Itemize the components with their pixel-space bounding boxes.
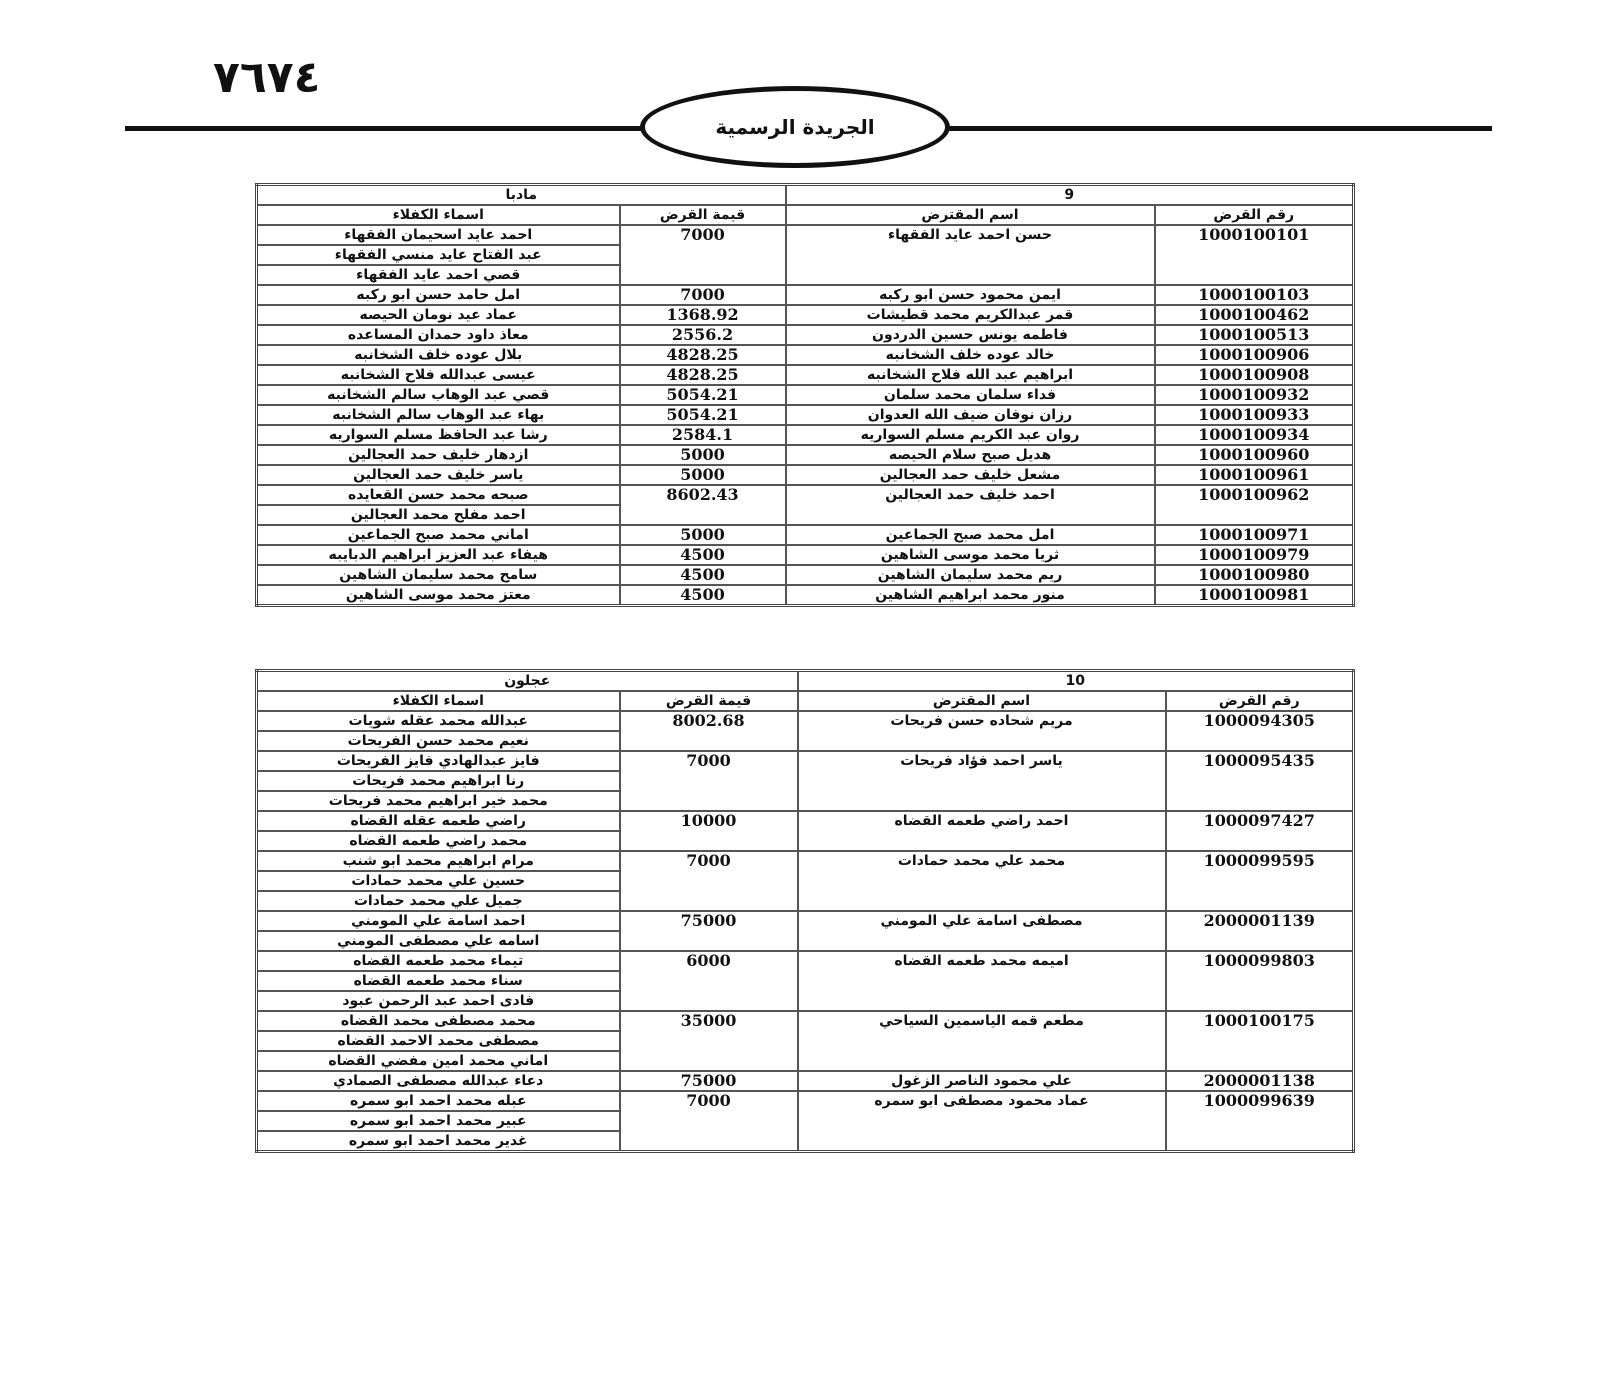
loan-number: 1000100933 xyxy=(1155,405,1354,425)
guarantor-name: فايز عبدالهادي فايز الفريحات xyxy=(257,751,620,771)
loan-amount: 8002.68 xyxy=(620,711,798,751)
borrower-name: ياسر احمد فؤاد فريحات xyxy=(798,751,1166,811)
guarantor-name: هيفاء عبد العزيز ابراهيم الدبايبه xyxy=(257,545,620,565)
borrower-name: محمد علي محمد حمادات xyxy=(798,851,1166,911)
loan-number: 1000100981 xyxy=(1155,585,1354,606)
guarantor-name: رشا عبد الحافظ مسلم السواريه xyxy=(257,425,620,445)
loan-amount: 75000 xyxy=(620,1071,798,1091)
borrower-name: ثريا محمد موسى الشاهين xyxy=(786,545,1155,565)
guarantor-name: معتز محمد موسى الشاهين xyxy=(257,585,620,606)
guarantor-name: عبدالله محمد عقله شويات xyxy=(257,711,620,731)
guarantor-name: اماني محمد امين مفضي القضاه xyxy=(257,1051,620,1071)
guarantor-name: عيسى عبدالله فلاح الشخانبه xyxy=(257,365,620,385)
guarantor-name: ياسر خليف حمد العجالين xyxy=(257,465,620,485)
section-header-row xyxy=(257,185,1354,206)
table-row xyxy=(257,465,1354,485)
table-row xyxy=(257,545,1354,565)
guarantor-name: احمد اسامة علي المومني xyxy=(257,911,620,931)
borrower-name: فاطمه يونس حسين الدردون xyxy=(786,325,1155,345)
column-header-row xyxy=(257,205,1354,225)
loan-number: 1000100980 xyxy=(1155,565,1354,585)
table-row xyxy=(257,525,1354,545)
guarantor-name: مرام ابراهيم محمد ابو شنب xyxy=(257,851,620,871)
loans-table-section-10 xyxy=(255,669,1355,1153)
table-row xyxy=(257,485,1354,505)
loan-amount: 7000 xyxy=(620,225,786,285)
loan-amount: 4828.25 xyxy=(620,345,786,365)
borrower-name: روان عبد الكريم مسلم السواريه xyxy=(786,425,1155,445)
table-row xyxy=(257,225,1354,245)
table-row xyxy=(257,851,1354,871)
loan-amount: 4500 xyxy=(620,545,786,565)
table-row xyxy=(257,365,1354,385)
table-row xyxy=(257,1091,1354,1111)
loan-number: 1000100979 xyxy=(1155,545,1354,565)
column-header-amount: قيمة القرض xyxy=(620,205,786,225)
section-region: عجلون xyxy=(257,671,798,692)
column-header-borrower: اسم المقترض xyxy=(798,691,1166,711)
guarantor-name: نعيم محمد حسن الفريحات xyxy=(257,731,620,751)
guarantor-name: عبد الفتاح عايد منسي الفقهاء xyxy=(257,245,620,265)
column-header-row xyxy=(257,691,1354,711)
borrower-name: امل محمد صبح الجماعين xyxy=(786,525,1155,545)
guarantor-name: رنا ابراهيم محمد فريحات xyxy=(257,771,620,791)
guarantor-name: حسين علي محمد حمادات xyxy=(257,871,620,891)
table-row xyxy=(257,385,1354,405)
loan-number: 1000094305 xyxy=(1166,711,1354,751)
loan-amount: 7000 xyxy=(620,1091,798,1152)
borrower-name: علي محمود الناصر الزغول xyxy=(798,1071,1166,1091)
guarantor-name: مصطفى محمد الاحمد القضاه xyxy=(257,1031,620,1051)
guarantor-name: عبله محمد احمد ابو سمره xyxy=(257,1091,620,1111)
borrower-name: اميمه محمد طعمه القضاه xyxy=(798,951,1166,1011)
loan-number: 2000001139 xyxy=(1166,911,1354,951)
guarantor-name: معاذ داود حمدان المساعده xyxy=(257,325,620,345)
borrower-name: خالد عوده خلف الشخانبه xyxy=(786,345,1155,365)
loan-number: 1000100906 xyxy=(1155,345,1354,365)
loan-number: 1000097427 xyxy=(1166,811,1354,851)
section-region: مادبا xyxy=(257,185,786,206)
guarantor-name: جميل علي محمد حمادات xyxy=(257,891,620,911)
guarantor-name: عماد عيد نومان الحيصه xyxy=(257,305,620,325)
loan-number: 2000001138 xyxy=(1166,1071,1354,1091)
loan-amount: 5054.21 xyxy=(620,385,786,405)
column-header-guarantors: اسماء الكفلاء xyxy=(257,691,620,711)
loan-number: 1000100971 xyxy=(1155,525,1354,545)
loan-amount: 5000 xyxy=(620,465,786,485)
borrower-name: قمر عبدالكريم محمد قطيشات xyxy=(786,305,1155,325)
table-row xyxy=(257,585,1354,606)
page-number: ٧٦٧٤ xyxy=(213,52,321,103)
loan-amount: 5000 xyxy=(620,445,786,465)
borrower-name: ابراهيم عبد الله فلاح الشخانبه xyxy=(786,365,1155,385)
table-row xyxy=(257,345,1354,365)
guarantor-name: بلال عوده خلف الشخانبه xyxy=(257,345,620,365)
loan-number: 1000100908 xyxy=(1155,365,1354,385)
loan-number: 1000100103 xyxy=(1155,285,1354,305)
guarantor-name: احمد عايد اسحيمان الفقهاء xyxy=(257,225,620,245)
borrower-name: عماد محمود مصطفى ابو سمره xyxy=(798,1091,1166,1152)
loan-amount: 4500 xyxy=(620,565,786,585)
loan-number: 1000100934 xyxy=(1155,425,1354,445)
loan-amount: 7000 xyxy=(620,751,798,811)
borrower-name: رزان نوفان ضيف الله العدوان xyxy=(786,405,1155,425)
table-row xyxy=(257,811,1354,831)
guarantor-name: محمد راضي طعمه القضاه xyxy=(257,831,620,851)
loan-amount: 10000 xyxy=(620,811,798,851)
table-row xyxy=(257,951,1354,971)
borrower-name: ريم محمد سليمان الشاهين xyxy=(786,565,1155,585)
table-row xyxy=(257,305,1354,325)
section-header-row xyxy=(257,671,1354,692)
loan-amount: 8602.43 xyxy=(620,485,786,525)
loan-number: 1000099595 xyxy=(1166,851,1354,911)
loan-number: 1000100462 xyxy=(1155,305,1354,325)
column-header-loan-number: رقم القرض xyxy=(1155,205,1354,225)
loan-number: 1000100101 xyxy=(1155,225,1354,285)
table-row xyxy=(257,751,1354,771)
column-header-loan-number: رقم القرض xyxy=(1166,691,1354,711)
loan-amount: 4500 xyxy=(620,585,786,606)
loan-amount: 6000 xyxy=(620,951,798,1011)
borrower-name: فداء سلمان محمد سلمان xyxy=(786,385,1155,405)
table-row xyxy=(257,425,1354,445)
borrower-name: مصطفى اسامة علي المومني xyxy=(798,911,1166,951)
borrower-name: مريم شحاده حسن فريحات xyxy=(798,711,1166,751)
borrower-name: مطعم قمه الياسمين السياحي xyxy=(798,1011,1166,1071)
guarantor-name: صبحه محمد حسن القعايده xyxy=(257,485,620,505)
loan-amount: 2584.1 xyxy=(620,425,786,445)
header-title: الجريدة الرسمية xyxy=(715,115,875,139)
loan-number: 1000100175 xyxy=(1166,1011,1354,1071)
loan-amount: 7000 xyxy=(620,851,798,911)
loan-amount: 2556.2 xyxy=(620,325,786,345)
loan-amount: 5054.21 xyxy=(620,405,786,425)
guarantor-name: محمد مصطفى محمد القضاه xyxy=(257,1011,620,1031)
table-row xyxy=(257,1011,1354,1031)
guarantor-name: احمد مفلح محمد العجالين xyxy=(257,505,620,525)
section-number: 9 xyxy=(786,185,1354,206)
loan-number: 1000100962 xyxy=(1155,485,1354,525)
table-row xyxy=(257,445,1354,465)
guarantor-name: قصي احمد عايد الفقهاء xyxy=(257,265,620,285)
guarantor-name: عبير محمد احمد ابو سمره xyxy=(257,1111,620,1131)
loan-number: 1000099639 xyxy=(1166,1091,1354,1152)
loan-amount: 75000 xyxy=(620,911,798,951)
borrower-name: ايمن محمود حسن ابو ركبه xyxy=(786,285,1155,305)
table-row xyxy=(257,1071,1354,1091)
guarantor-name: ازدهار خليف حمد العجالين xyxy=(257,445,620,465)
borrower-name: احمد خليف حمد العجالين xyxy=(786,485,1155,525)
guarantor-name: راضي طعمه عقله القضاه xyxy=(257,811,620,831)
loan-number: 1000100960 xyxy=(1155,445,1354,465)
loan-amount: 5000 xyxy=(620,525,786,545)
table-row xyxy=(257,711,1354,731)
guarantor-name: دعاء عبدالله مصطفى الصمادي xyxy=(257,1071,620,1091)
guarantor-name: سامح محمد سليمان الشاهين xyxy=(257,565,620,585)
loan-amount: 7000 xyxy=(620,285,786,305)
guarantor-name: اماني محمد صبح الجماعين xyxy=(257,525,620,545)
loan-number: 1000095435 xyxy=(1166,751,1354,811)
borrower-name: احمد راضي طعمه القضاه xyxy=(798,811,1166,851)
header-title-oval xyxy=(640,86,950,168)
loan-amount: 4828.25 xyxy=(620,365,786,385)
loan-amount: 1368.92 xyxy=(620,305,786,325)
guarantor-name: غدير محمد احمد ابو سمره xyxy=(257,1131,620,1152)
loan-number: 1000100961 xyxy=(1155,465,1354,485)
guarantor-name: فادى احمد عبد الرحمن عبود xyxy=(257,991,620,1011)
guarantor-name: بهاء عبد الوهاب سالم الشخانبه xyxy=(257,405,620,425)
loan-number: 1000100513 xyxy=(1155,325,1354,345)
borrower-name: مشعل خليف حمد العجالين xyxy=(786,465,1155,485)
guarantor-name: قصي عبد الوهاب سالم الشخانبه xyxy=(257,385,620,405)
table-row xyxy=(257,285,1354,305)
table-row xyxy=(257,911,1354,931)
column-header-borrower: اسم المقترض xyxy=(786,205,1155,225)
loan-number: 1000099803 xyxy=(1166,951,1354,1011)
column-header-amount: قيمة القرض xyxy=(620,691,798,711)
loan-amount: 35000 xyxy=(620,1011,798,1071)
borrower-name: منور محمد ابراهيم الشاهين xyxy=(786,585,1155,606)
borrower-name: هديل صبح سلام الحيصه xyxy=(786,445,1155,465)
section-number: 10 xyxy=(798,671,1354,692)
guarantor-name: تيماء محمد طعمه القضاه xyxy=(257,951,620,971)
guarantor-name: امل حامد حسن ابو ركبه xyxy=(257,285,620,305)
table-row xyxy=(257,325,1354,345)
guarantor-name: محمد خير ابراهيم محمد فريحات xyxy=(257,791,620,811)
column-header-guarantors: اسماء الكفلاء xyxy=(257,205,620,225)
guarantor-name: سناء محمد طعمه القضاه xyxy=(257,971,620,991)
table-row xyxy=(257,405,1354,425)
loan-number: 1000100932 xyxy=(1155,385,1354,405)
borrower-name: حسن احمد عايد الفقهاء xyxy=(786,225,1155,285)
loans-table-section-9 xyxy=(255,183,1355,607)
guarantor-name: اسامه علي مصطفى المومني xyxy=(257,931,620,951)
table-row xyxy=(257,565,1354,585)
